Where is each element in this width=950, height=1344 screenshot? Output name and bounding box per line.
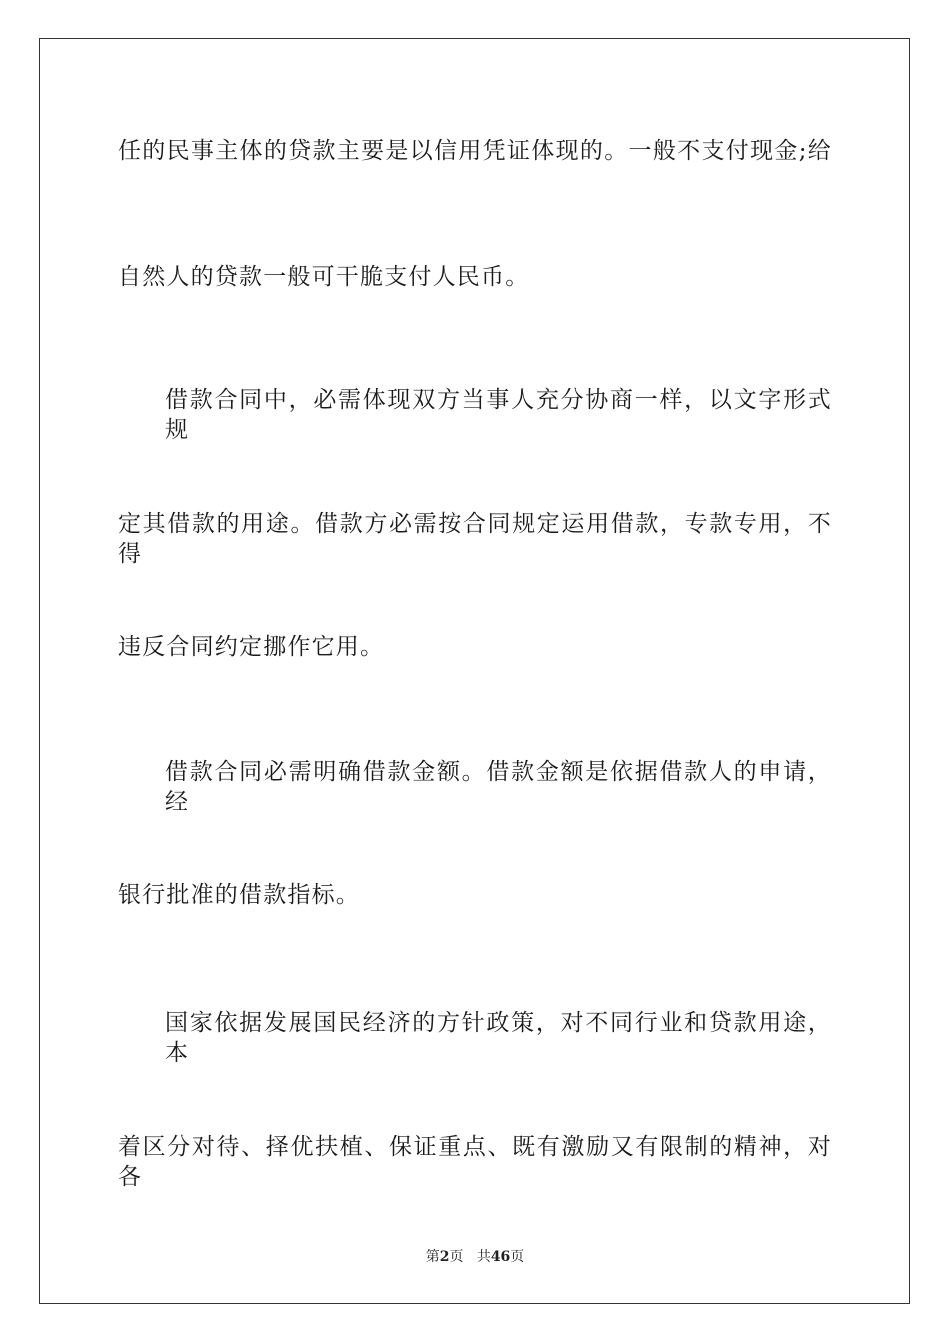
body-text-line: 任的民事主体的贷款主要是以信用凭证体现的。一般不支付现金;给 (118, 138, 832, 164)
body-text-line: 定其借款的用途。借款方必需按合同规定运用借款，专款专用，不得 (118, 511, 832, 567)
body-text-line: 自然人的贷款一般可干脆支付人民币。 (118, 264, 530, 290)
page-suffix: 页 (449, 1249, 464, 1265)
total-page-count: 46 (490, 1249, 511, 1265)
page-footer (0, 1248, 950, 1266)
page-border (39, 38, 910, 1304)
body-text-line: 着区分对待、择优扶植、保证重点、既有激励又有限制的精神，对各 (118, 1134, 832, 1190)
body-text-line: 银行批准的借款指标。 (118, 882, 360, 908)
current-page-number: 2 (439, 1249, 450, 1265)
paragraph-start-line: 借款合同必需明确借款金额。借款金额是依据借款人的申请，经 (165, 759, 832, 815)
paragraph-start-line: 借款合同中，必需体现双方当事人充分协商一样，以文字形式规 (165, 387, 832, 443)
total-suffix: 页 (510, 1249, 525, 1265)
paragraph-start-line: 国家依据发展国民经济的方针政策，对不同行业和贷款用途，本 (165, 1010, 832, 1066)
page-prefix: 第 (425, 1249, 440, 1265)
total-prefix: 共 (476, 1249, 491, 1265)
body-text-line: 违反合同约定挪作它用。 (118, 634, 385, 660)
